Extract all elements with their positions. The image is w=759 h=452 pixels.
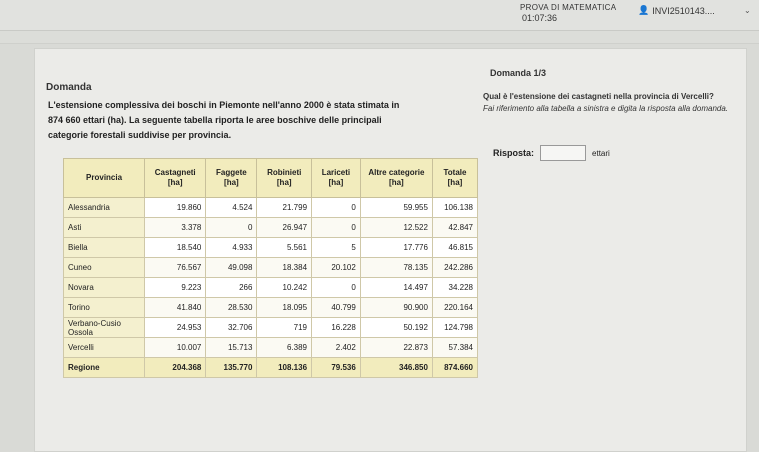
- cell: 18.540: [145, 238, 206, 258]
- cell: 135.770: [206, 358, 257, 378]
- cell: 17.776: [360, 238, 432, 258]
- cell: 20.102: [312, 258, 361, 278]
- cell: 21.799: [257, 198, 312, 218]
- cell: 106.138: [432, 198, 477, 218]
- timer: 01:07:36: [522, 13, 558, 23]
- answer-row: [493, 145, 610, 161]
- user-menu[interactable]: [638, 5, 715, 16]
- cell: 10.242: [257, 278, 312, 298]
- cell: 719: [257, 318, 312, 338]
- cell: 220.164: [432, 298, 477, 318]
- intro-line-1: L'estensione complessiva dei boschi in Piemonte nell'anno 2000 è stata stimata in: [48, 100, 400, 110]
- cell: 42.847: [432, 218, 477, 238]
- left-panel-title: Domanda: [46, 82, 92, 93]
- cell: 204.368: [145, 358, 206, 378]
- cell: 49.098: [206, 258, 257, 278]
- question-text: Qual è l'estensione dei castagneti nella provincia di Vercelli?: [483, 92, 714, 101]
- header-robinieti: Robinieti [ha]: [257, 159, 312, 198]
- cell: 76.567: [145, 258, 206, 278]
- header-altre: Altre categorie [ha]: [360, 159, 432, 198]
- cell: 79.536: [312, 358, 361, 378]
- chevron-down-icon[interactable]: ⌄: [744, 6, 751, 15]
- cell: Vercelli: [64, 338, 145, 358]
- cell: 18.384: [257, 258, 312, 278]
- cell: 15.713: [206, 338, 257, 358]
- cell: 50.192: [360, 318, 432, 338]
- user-icon: 👤: [638, 5, 650, 15]
- cell: 18.095: [257, 298, 312, 318]
- cell: 0: [312, 278, 361, 298]
- question-hint: Fai riferimento alla tabella a sinistra e digita la risposta alla domanda.: [483, 104, 729, 113]
- cell: Cuneo: [64, 258, 145, 278]
- cell: 40.799: [312, 298, 361, 318]
- table-row: [64, 318, 478, 338]
- cell: 3.378: [145, 218, 206, 238]
- table-row: [64, 278, 478, 298]
- cell: 57.384: [432, 338, 477, 358]
- header-provincia: Provincia: [64, 159, 145, 198]
- user-code: INVI2510143....: [652, 5, 715, 16]
- cell: Asti: [64, 218, 145, 238]
- table-row: [64, 218, 478, 238]
- cell: 16.228: [312, 318, 361, 338]
- table-total-row: [64, 358, 478, 378]
- cell: 346.850: [360, 358, 432, 378]
- table-row: [64, 238, 478, 258]
- cell: 266: [206, 278, 257, 298]
- cell: 5: [312, 238, 361, 258]
- question-intro: [48, 98, 478, 143]
- table-row: [64, 298, 478, 318]
- cell: Alessandria: [64, 198, 145, 218]
- header-totale: Totale [ha]: [432, 159, 477, 198]
- header-castagneti: Castagneti [ha]: [145, 159, 206, 198]
- intro-line-2: 874 660 ettari (ha). La seguente tabella riporta le aree boschive delle principali: [48, 115, 382, 125]
- header-faggete: Faggete [ha]: [206, 159, 257, 198]
- cell: 10.007: [145, 338, 206, 358]
- cell: Verbano-Cusio Ossola: [64, 318, 145, 338]
- question-counter: Domanda 1/3: [490, 68, 547, 78]
- cell: 41.840: [145, 298, 206, 318]
- cell: 12.522: [360, 218, 432, 238]
- top-bar: [0, 0, 759, 31]
- answer-label: Risposta:: [493, 148, 535, 158]
- cell: 108.136: [257, 358, 312, 378]
- cell: 90.900: [360, 298, 432, 318]
- cell: 26.947: [257, 218, 312, 238]
- cell: 5.561: [257, 238, 312, 258]
- cell: 34.228: [432, 278, 477, 298]
- cell: 242.286: [432, 258, 477, 278]
- cell: 4.524: [206, 198, 257, 218]
- cell: 59.955: [360, 198, 432, 218]
- cell: 19.860: [145, 198, 206, 218]
- cell: 0: [312, 218, 361, 238]
- cell: 4.933: [206, 238, 257, 258]
- cell: 28.530: [206, 298, 257, 318]
- forest-table: [63, 158, 478, 378]
- cell: 46.815: [432, 238, 477, 258]
- sub-bar: [0, 31, 759, 44]
- cell: 24.953: [145, 318, 206, 338]
- cell: Regione: [64, 358, 145, 378]
- cell: 14.497: [360, 278, 432, 298]
- cell: 6.389: [257, 338, 312, 358]
- cell: 32.706: [206, 318, 257, 338]
- cell: Novara: [64, 278, 145, 298]
- table-row: [64, 338, 478, 358]
- answer-unit: ettari: [592, 148, 610, 158]
- cell: 874.660: [432, 358, 477, 378]
- cell: Torino: [64, 298, 145, 318]
- table-header-row: [64, 159, 478, 198]
- cell: 78.135: [360, 258, 432, 278]
- header-lariceti: Lariceti [ha]: [312, 159, 361, 198]
- cell: 0: [312, 198, 361, 218]
- table-row: [64, 198, 478, 218]
- cell: 9.223: [145, 278, 206, 298]
- intro-line-3: categorie forestali suddivise per provincia.: [48, 130, 232, 140]
- exam-title: PROVA DI MATEMATICA: [520, 3, 617, 12]
- cell: 22.873: [360, 338, 432, 358]
- table-row: [64, 258, 478, 278]
- cell: 124.798: [432, 318, 477, 338]
- cell: Biella: [64, 238, 145, 258]
- cell: 0: [206, 218, 257, 238]
- answer-input[interactable]: [540, 145, 586, 161]
- cell: 2.402: [312, 338, 361, 358]
